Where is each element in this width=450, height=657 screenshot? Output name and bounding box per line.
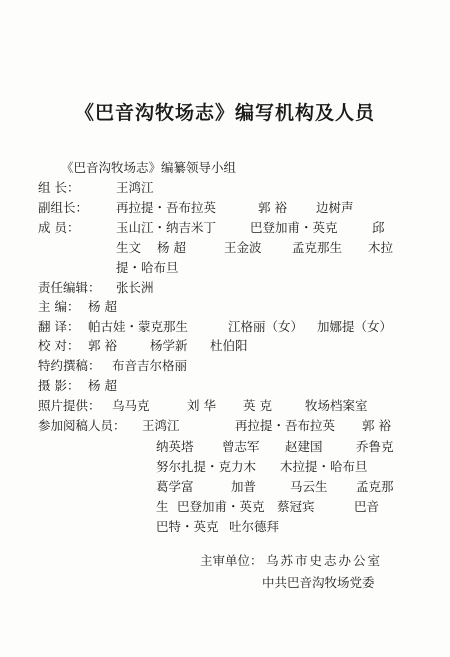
- person-name: 玉山江・纳吉米丁: [116, 220, 217, 235]
- row-label: 成 员：: [38, 220, 80, 235]
- person-name: 王鸿江: [116, 180, 154, 195]
- person-name: 巴登加甫・英克: [177, 499, 265, 514]
- person-name: 王金波: [224, 240, 262, 255]
- person-name: 曾志军: [222, 439, 260, 454]
- person-name: 帕古娃・蒙克那生: [88, 319, 189, 334]
- person-name: 努尔扎提・克力木: [156, 459, 257, 474]
- person-name: 巴登加甫・英克: [250, 220, 338, 235]
- person-name: 赵建国: [285, 439, 323, 454]
- person-name: 牧场档案室: [305, 398, 368, 413]
- person-name: 乔鲁克: [356, 439, 394, 454]
- footer-unit-2: 中共巴音沟牧场党委: [262, 575, 375, 590]
- footer-unit-1: 乌苏市史志办公室: [266, 553, 383, 568]
- person-name: 提・哈布旦: [116, 260, 179, 275]
- person-name: 再拉提・吾布拉英: [235, 418, 336, 433]
- person-name: 马云生: [290, 479, 328, 494]
- row-label: 参加阅稿人员：: [38, 418, 126, 433]
- row-label: 副组长：: [38, 200, 89, 215]
- person-name: 英 克: [243, 398, 272, 413]
- person-name: 木拉提・哈布旦: [280, 459, 368, 474]
- person-name: 再拉提・吾布拉英: [116, 200, 217, 215]
- row-label: 校 对：: [38, 338, 80, 353]
- person-name: 巴音: [354, 499, 380, 514]
- person-name: 杨 超: [88, 378, 117, 393]
- person-name: 布音吉尔格丽: [112, 358, 188, 373]
- person-name: 木拉: [368, 240, 394, 255]
- person-name: 吐尔德拜: [229, 519, 280, 534]
- person-name: 葛学富: [156, 479, 194, 494]
- person-name: 孟克那: [356, 479, 394, 494]
- person-name: 生文: [116, 240, 142, 255]
- row-label: 主 编：: [38, 299, 80, 314]
- person-name: 巴特・英克: [156, 519, 219, 534]
- person-name: 江格丽（女）: [228, 319, 304, 334]
- person-name: 杜伯阳: [210, 338, 248, 353]
- person-name: 纳英塔: [156, 439, 194, 454]
- group-title: 《巴音沟牧场志》编纂领导小组: [61, 160, 237, 175]
- person-name: 杨学新: [150, 338, 188, 353]
- person-name: 郭 裕: [258, 200, 287, 215]
- row-label: 照片提供：: [38, 398, 101, 413]
- person-name: 生: [156, 499, 169, 514]
- person-name: 郭 裕: [88, 338, 117, 353]
- person-name: 加娜提（女）: [317, 319, 393, 334]
- page-title: 《巴音沟牧场志》编写机构及人员: [74, 102, 375, 124]
- person-name: 杨 超: [157, 240, 186, 255]
- person-name: 邱: [372, 220, 385, 235]
- person-name: 杨 超: [88, 299, 117, 314]
- person-name: 王鸿江: [142, 418, 180, 433]
- row-label: 特约撰稿：: [38, 358, 101, 373]
- row-label: 翻 译：: [38, 319, 80, 334]
- person-name: 郭 裕: [362, 418, 391, 433]
- person-name: 孟克那生: [292, 240, 343, 255]
- person-name: 乌马克: [112, 398, 150, 413]
- row-label: 责任编辑：: [38, 280, 101, 295]
- row-label: 组 长：: [38, 180, 80, 195]
- person-name: 刘 华: [187, 398, 216, 413]
- person-name: 边树声: [316, 200, 354, 215]
- person-name: 蔡冠宾: [277, 499, 315, 514]
- person-name: 张长洲: [116, 280, 154, 295]
- row-label: 摄 影：: [38, 378, 80, 393]
- footer-label: 主审单位：: [200, 553, 263, 568]
- person-name: 加普: [231, 479, 257, 494]
